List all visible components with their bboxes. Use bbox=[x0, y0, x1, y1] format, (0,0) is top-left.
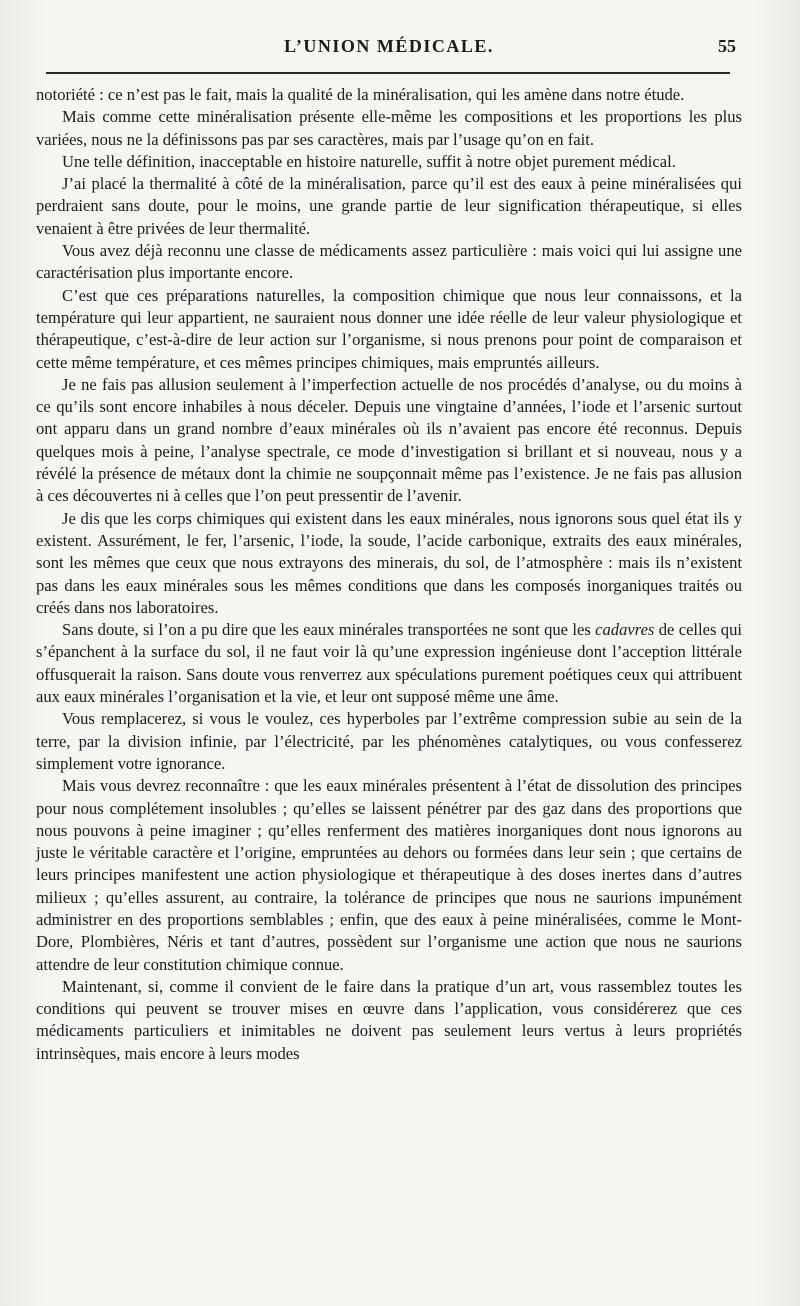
paragraph-8: Je dis que les corps chimiques qui existent dans les eaux minérales, nous ignorons sous quel état ils y existent. Assurément, le fer, l’arsenic, l’iode, la soude, l’acide carbonique, extraits des eaux minérales, sont les mêmes que ceux que nous extrayons des minerais, du sol, de l’atmosphère : mais ils n’existent pas dans les eaux minérales sous les mêmes conditions que dans les composés inorganiques traités ou créés dans nos laboratoires. bbox=[36, 508, 742, 617]
paragraph-10: Vous remplacerez, si vous le voulez, ces hyperboles par l’extrême compression subie au sein de la terre, par la division infinie, par l’électricité, par les phénomènes catalytiques, ou vous confesserez simplement votre ignorance. bbox=[36, 709, 742, 773]
paragraph-7: Je ne fais pas allusion seulement à l’imperfection actuelle de nos procédés d’analyse, ou du moins à ce qu’ils sont encore inhabiles à nous déceler. Depuis une vingtaine d’années, l’iode et l’arsenic surtout ont apparu dans un grand nombre d’eaux minérales où ils n’avaient pas encore été reconnus. Depuis quelques mois à peine, l’analyse spectrale, ce mode d’investigation si brillant et si nouveau, nous y a révélé la présence de métaux dont la chimie ne soupçonnait même pas l’existence. Je ne fais pas allusion à ces découvertes ni à celles que l’on peut pressentir de l’avenir. bbox=[36, 374, 742, 506]
paragraph-5: Vous avez déjà reconnu une classe de médicaments assez particulière : mais voici qui lui assigne une caractérisation plus importante encore. bbox=[36, 241, 742, 283]
paragraph-9-italic: cadavres bbox=[595, 620, 655, 640]
paragraph-12: Maintenant, si, comme il convient de le faire dans la pratique d’un art, vous rassemblez toutes les conditions qui peuvent se trouver mises en œuvre dans l’application, vous considérerez que ces médicaments particuliers et inimitables ne doivent pas seulement leurs vertus à leurs propriétés intrinsèques, mais encore à leurs modes bbox=[36, 976, 742, 1063]
paragraph-9-rest: de celles qui s’épanchent à la surface du sol, il ne faut voir là qu’une expression ingénieuse dont l’acception littérale offusquerait la raison. Sans doute vous renverrez aux spéculations purement poétiques ceux qui attribuent aux eaux minérales l’organisation et la vie, et leur ont supposé même une âme. bbox=[36, 620, 742, 707]
paragraph-1: notoriété : ce n’est pas le fait, mais la qualité de la minéralisation, qui les amène dans notre étude. bbox=[36, 85, 685, 104]
paragraph-11: Mais vous devrez reconnaître : que les eaux minérales présentent à l’état de dissolution des principes pour nous complétement insolubles ; qu’elles se laissent pénétrer par des gaz dans des proportions que nous pouvons à peine imaginer ; qu’elles renferment des matières inorganiques dont nous ignorons au juste le véritable caractère et l’origine, empruntées au dehors ou formées dans leur sein ; que certains de leurs principes manifestent une action physiologique et thérapeutique à des doses inertes dans d’autres milieux ; qu’elles assurent, au contraire, la tolérance de principes que nous ne saurions impunément administrer en des proportions semblables ; enfin, que des eaux à peine minéralisées, comme le Mont-Dore, Plombières, Néris et tant d’autres, possèdent sur l’organisme une action que nous ne saurions attendre de leur constitution chimique connue. bbox=[36, 776, 742, 974]
page-number: 55 bbox=[718, 36, 736, 56]
header-rule bbox=[46, 72, 730, 74]
running-head: L’UNION MÉDICALE. bbox=[284, 36, 494, 56]
paragraph-9-lead: Sans doute, si l’on a pu dire que les eaux minérales transportées ne sont que les bbox=[62, 620, 596, 640]
page-header bbox=[36, 36, 742, 62]
paragraph-6: C’est que ces préparations naturelles, la composition chimique que nous leur connaissons, et la température qui leur appartient, ne sauraient nous donner une idée réelle de leur valeur physiologique et thérapeutique, c’est-à-dire de leur action sur l’organisme, si nous prenons pour point de comparaison et cette même température, et ces mêmes principes chimiques, mais empruntés ailleurs. bbox=[36, 285, 742, 372]
paragraph-9 bbox=[36, 619, 742, 708]
paragraph-2: Mais comme cette minéralisation présente elle-même les compositions et les proportions les plus variées, nous ne la définissons pas par ses caractères, mais par l’usage qu’on en fait. bbox=[36, 107, 742, 149]
paragraph-3: Une telle définition, inacceptable en histoire naturelle, suffit à notre objet purement médical. bbox=[62, 151, 676, 171]
paragraph-4: J’ai placé la thermalité à côté de la minéralisation, parce qu’il est des eaux à peine minéralisées qui perdraient sans doute, pour le moins, une grande partie de leur signification thérapeutique, si elles venaient à être privées de leur thermalité. bbox=[36, 174, 742, 238]
body-text bbox=[36, 84, 742, 1065]
